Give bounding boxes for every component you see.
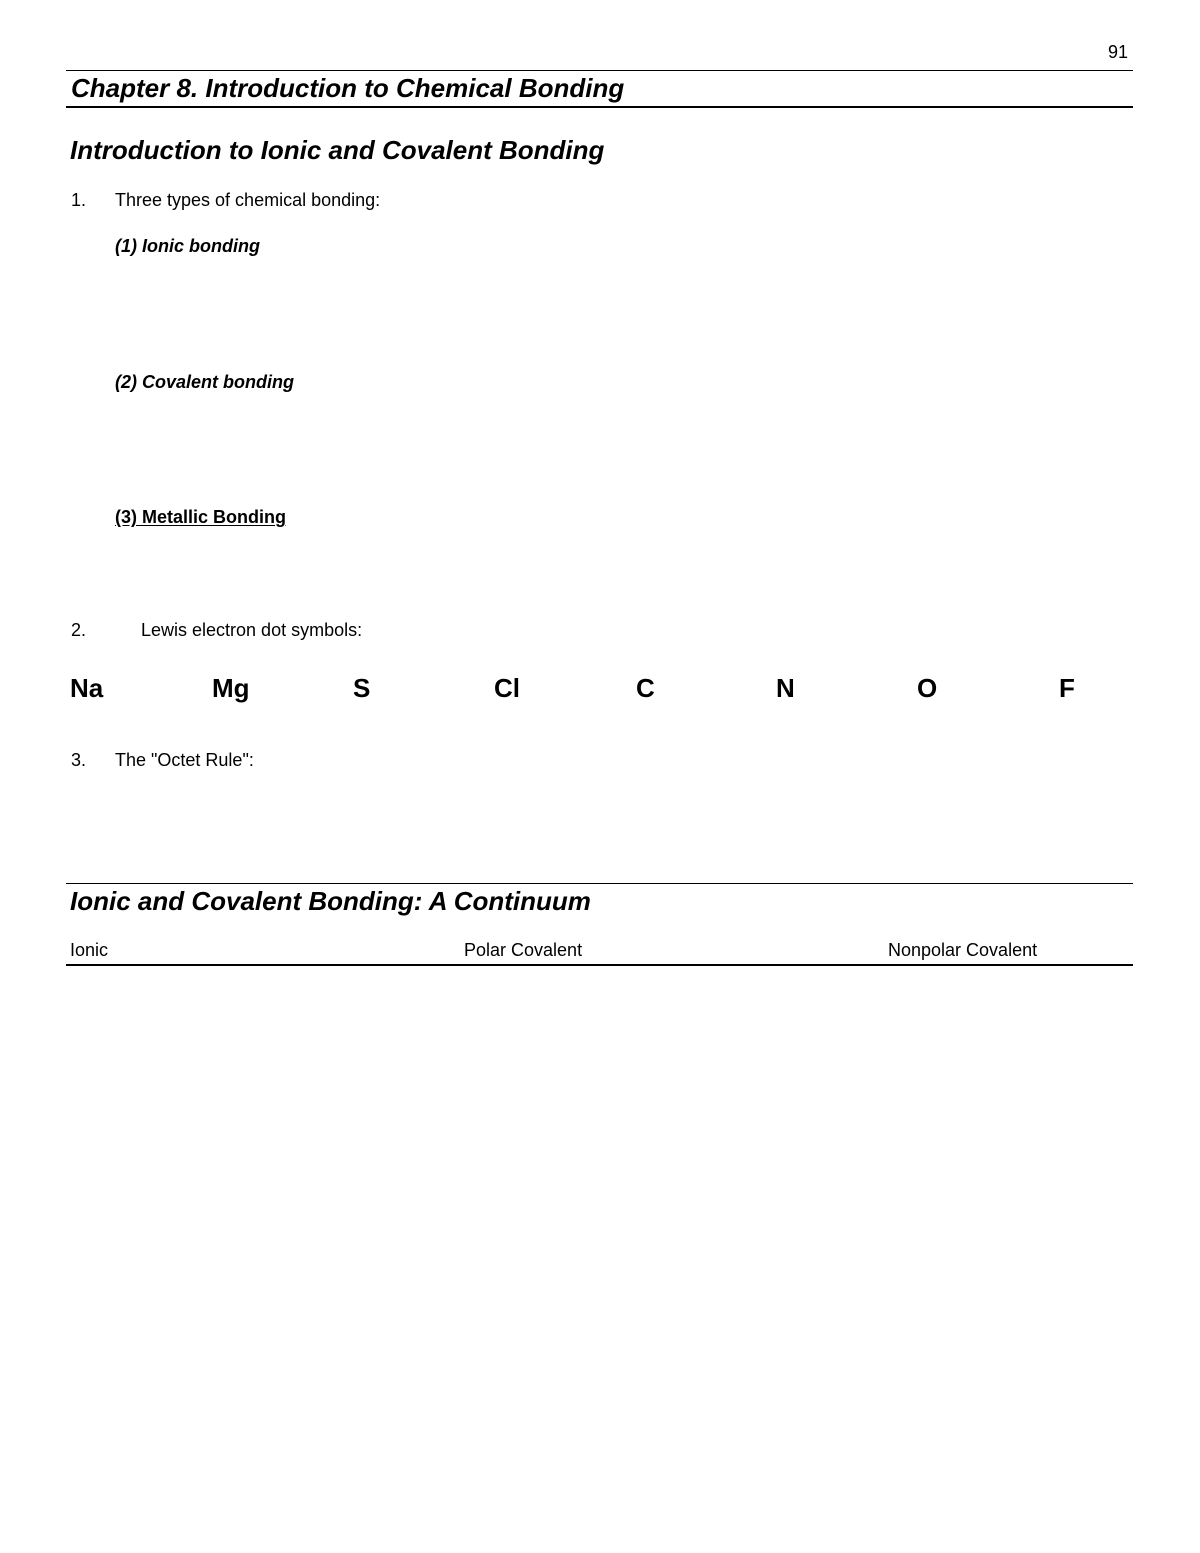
item-1-text: Three types of chemical bonding: [115, 190, 381, 210]
chapter-title: Chapter 8. Introduction to Chemical Bonding [71, 73, 625, 103]
section-title-intro: Introduction to Ionic and Covalent Bonding [70, 135, 605, 165]
bond-type-ionic: (1) Ionic bonding [115, 236, 260, 256]
element-c: C [636, 673, 655, 703]
element-mg: Mg [212, 673, 250, 703]
continuum-label-polar-covalent: Polar Covalent [464, 940, 583, 960]
bond-type-metallic [70, 507, 286, 528]
element-s: S [353, 673, 371, 703]
element-cl: Cl [494, 673, 520, 703]
continuum-label-ionic: Ionic [70, 940, 109, 960]
item-3-text: The "Octet Rule": [115, 750, 254, 770]
continuum-top-rule [66, 883, 1133, 884]
bond-type-covalent: (2) Covalent bonding [115, 372, 294, 392]
element-na: Na [70, 673, 104, 703]
item-2-text: Lewis electron dot symbols: [141, 620, 363, 640]
bond-type-metallic-label: (3) Metallic Bonding [115, 507, 286, 527]
element-n: N [776, 673, 795, 703]
header-bottom-rule [66, 106, 1133, 108]
header-top-rule [66, 70, 1133, 71]
element-o: O [917, 673, 938, 703]
section-title-continuum: Ionic and Covalent Bonding: A Continuum [70, 886, 591, 916]
page-number: 91 [1107, 42, 1128, 62]
item-1-number: 1. [71, 190, 87, 210]
item-3-number: 3. [71, 750, 87, 770]
continuum-axis-line [66, 964, 1133, 966]
continuum-label-nonpolar-covalent: Nonpolar Covalent [888, 940, 1038, 960]
item-2-number: 2. [71, 620, 87, 640]
element-f: F [1059, 673, 1075, 703]
